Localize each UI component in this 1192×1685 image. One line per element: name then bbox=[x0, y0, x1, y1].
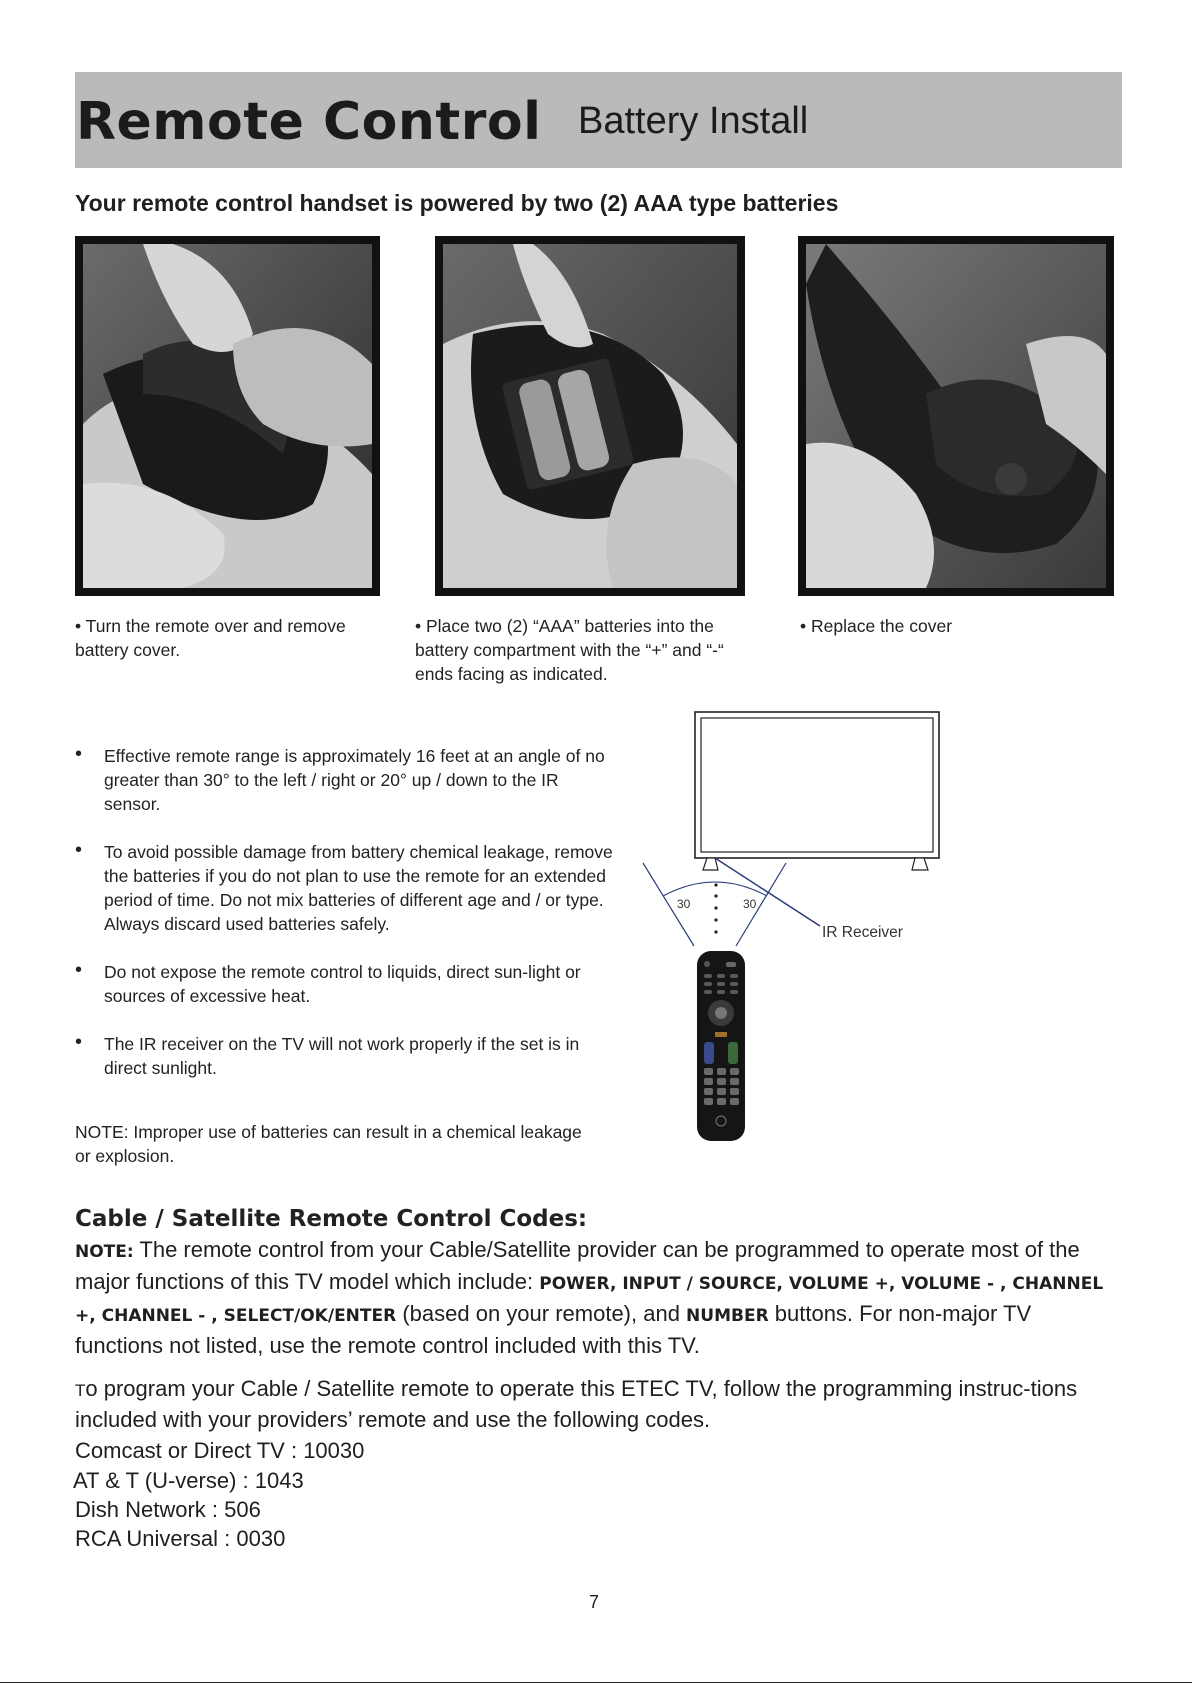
list-item: • The IR receiver on the TV will not work properly if the set is in direct sunlight. bbox=[75, 1032, 615, 1080]
ir-receiver-label: IR Receiver bbox=[822, 924, 903, 941]
list-item: • Effective remote range is approximately 16 feet at an angle of no greater than 30° to the left / right or 20° up / down to the IR sensor. bbox=[75, 744, 615, 816]
bottom-divider bbox=[0, 1682, 1192, 1683]
angle-left-label: 30 bbox=[677, 897, 691, 911]
code-rca: RCA Universal : 0030 bbox=[75, 1526, 286, 1551]
code-comcast: Comcast or Direct TV : 10030 bbox=[75, 1438, 365, 1463]
safety-bullet-list bbox=[75, 744, 615, 1104]
list-item: • Do not expose the remote control to liquids, direct sun-light or sources of excessive heat. bbox=[75, 960, 615, 1008]
angle-right-label: 30 bbox=[743, 897, 757, 911]
step2-caption: • Place two (2) “AAA” batteries into the battery compartment with the “+” and “-“ ends facing as indicated. bbox=[415, 616, 724, 684]
page-title: Remote Control bbox=[76, 92, 542, 152]
step2-photo bbox=[435, 236, 745, 596]
battery-note: NOTE: Improper use of batteries can result in a chemical leakage or explosion. bbox=[75, 1122, 582, 1166]
note-label: NOTE: bbox=[75, 1242, 134, 1262]
codes-note-paragraph: NOTE: The remote control from your Cable/Satellite provider can be programmed to operate most of the major functions of this TV model which include: POWER, INPUT / SOURCE, VOLUME +, VOLUME - , CHANNEL +, CHANNEL - , SELECT/OK/ENTER (based on your remote), and NUMBER buttons. For non-major TV functions not listed, use the remote control included with this TV. bbox=[75, 1237, 1104, 1358]
intro-heading: Your remote control handset is powered by two (2) AAA type batteries bbox=[75, 190, 839, 216]
page-subtitle: Battery Install bbox=[578, 100, 809, 142]
step3-photo bbox=[798, 236, 1114, 596]
step3-caption: • Replace the cover bbox=[800, 616, 953, 636]
page-number: 7 bbox=[589, 1592, 600, 1612]
step1-photo bbox=[75, 236, 380, 596]
number-label: NUMBER bbox=[686, 1306, 769, 1326]
codes-heading: Cable / Satellite Remote Control Codes: bbox=[75, 1206, 588, 1232]
list-item: • To avoid possible damage from battery chemical leakage, remove the batteries if you do not plan to use the remote for an extended period of time. Do not mix batteries of different age and / or type. Always discard used batteries safely. bbox=[75, 840, 615, 936]
code-dish: Dish Network : 506 bbox=[75, 1497, 261, 1522]
step1-caption: • Turn the remote over and remove battery cover. bbox=[75, 616, 346, 660]
code-att: AT & T (U-verse) : 1043 bbox=[73, 1468, 304, 1493]
function-list: POWER, INPUT / SOURCE, VOLUME +, VOLUME - , CHANNEL +, CHANNEL - , SELECT/OK/ENTER bbox=[75, 1274, 1104, 1326]
program-paragraph: To program your Cable / Satellite remote to operate this ETEC TV, follow the programming instruc-tions included with your providers’ remote and use the following codes. bbox=[75, 1376, 1078, 1432]
